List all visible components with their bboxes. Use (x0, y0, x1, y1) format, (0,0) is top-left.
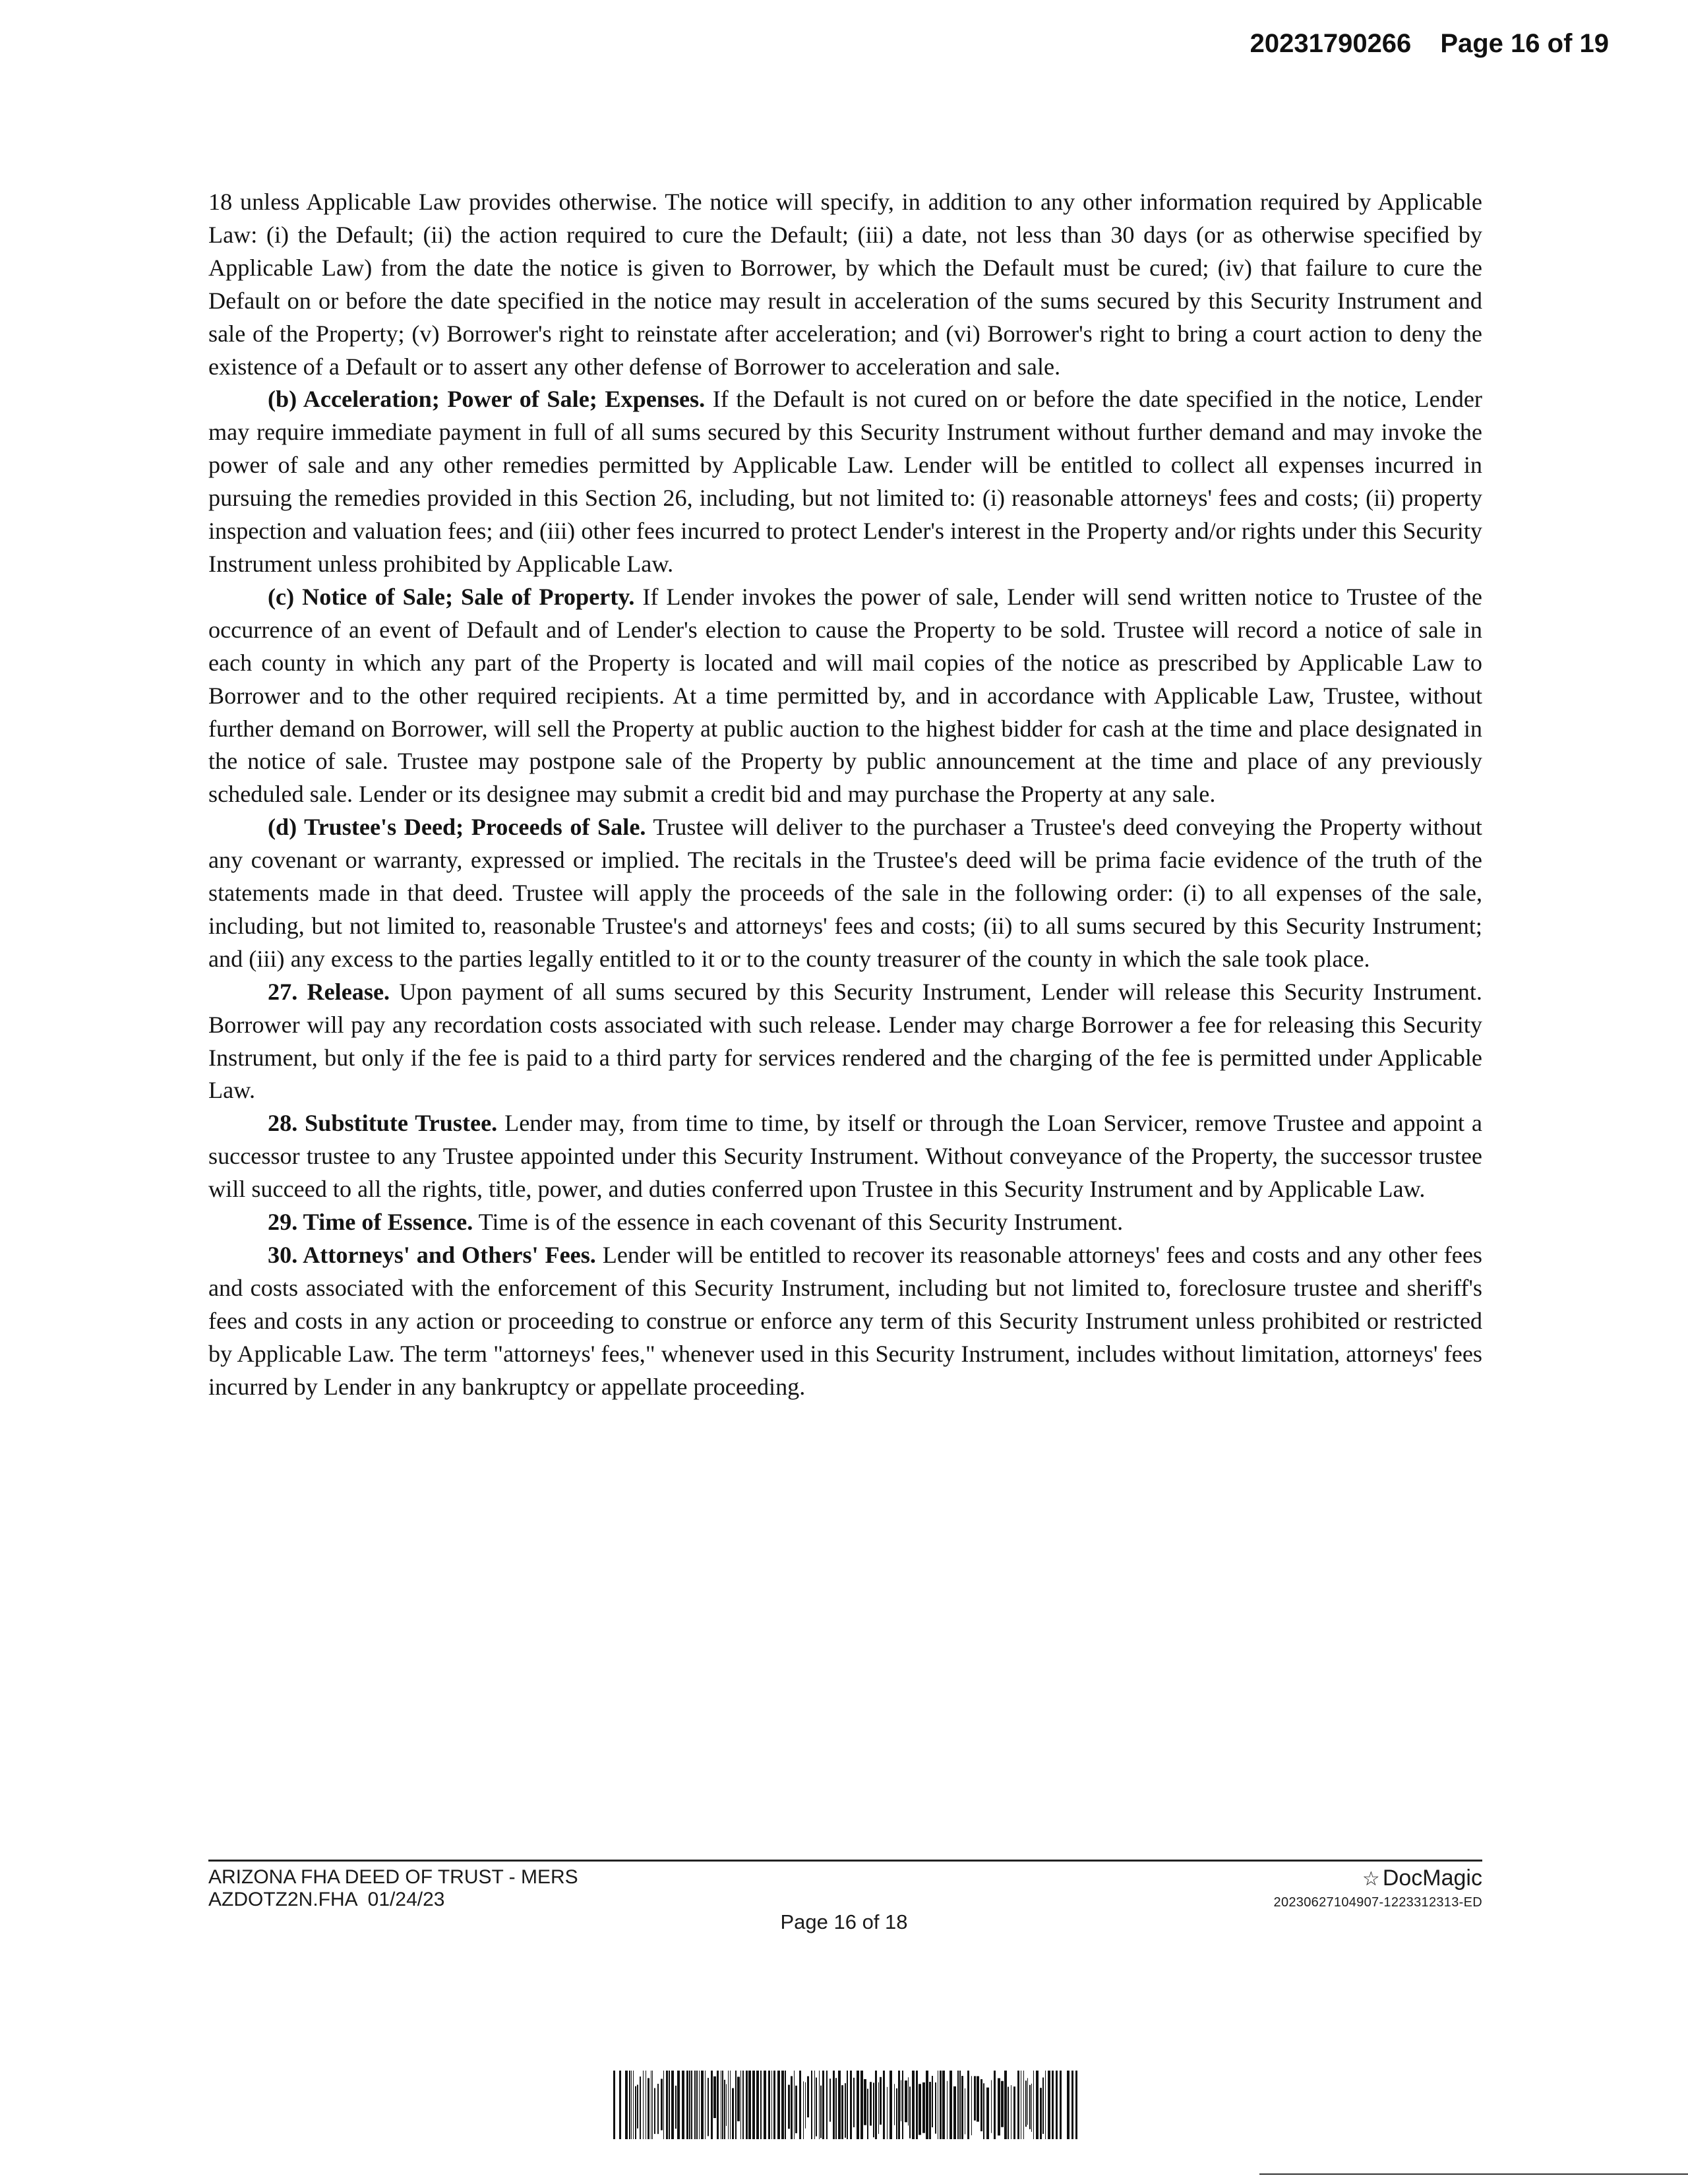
paragraph-heading: 27. Release. (268, 978, 390, 1005)
paragraph-heading: 29. Time of Essence. (268, 1209, 473, 1236)
footer-divider (208, 1860, 1482, 1862)
paragraph-text: If the Default is not cured on or before the date specified in the notice, Lender may require immediate payment in full of all sums secured by this Security Instrument without further demand and may invoke the power of sale and any other remedies permitted by Applicable Law. Lender will be entitled to collect all expenses incurred in pursuing the remedies provided in this Section 26, including, but not limited to: (i) reasonable attorneys' fees and costs; (ii) property inspection and valuation fees; and (iii) other fees incurred to protect Lender's interest in the Property and/or rights under this Security Instrument unless prohibited by Applicable Law. (208, 386, 1482, 577)
paragraph-text: Time is of the essence in each covenant of this Security Instrument. (473, 1209, 1124, 1236)
paragraph-attorneys-fees (208, 1239, 1482, 1404)
document-id: 20230627104907-1223312313-ED (1273, 1895, 1482, 1910)
recording-page-label: Page 16 of 19 (1440, 29, 1609, 58)
footer-page-number: Page 16 of 18 (780, 1910, 908, 1933)
footer-brand-block (1274, 1865, 1482, 1911)
paragraph-text: Lender will be entitled to recover its reasonable attorneys' fees and costs and any other fees and costs associated with the enforcement of this Security Instrument, including but not limited to, foreclosure trustee and sheriff's fees and costs in any action or proceeding to construe or enforce any term of this Security Instrument unless prohibited or restricted by Applicable Law. The term "attorneys' fees," whenever used in this Security Instrument, includes without limitation, attorneys' fees incurred by Lender in any bankruptcy or appellate proceeding. (208, 1242, 1482, 1400)
paragraph-heading: 28. Substitute Trustee. (268, 1110, 498, 1137)
footer-form-info (208, 1866, 578, 1911)
form-code: AZDOTZ2N.FHA 01/24/23 (208, 1889, 445, 1910)
bottom-edge-line (1259, 2173, 1688, 2175)
paragraph-text: Lender may, from time to time, by itself or through the Loan Servicer, remove Trustee and appoint a successor trustee to any Trustee appointed under this Security Instrument. Without conveyance of the Property, the successor trustee will succeed to all the rights, title, power, and duties conferred upon Trustee in this Security Instrument and by Applicable Law. (208, 1110, 1482, 1203)
paragraph-trustees-deed (208, 811, 1482, 976)
paragraph-acceleration (208, 383, 1482, 580)
paragraph-text: If Lender invokes the power of sale, Lender will send written notice to Trustee of the occurrence of an event of Default and of Lender's election to cause the Property to be sold. Trustee will record a notice of sale in each county in which any part of the Property is located and will mail copies of the notice as prescribed by Applicable Law to Borrower and to the other required recipients. At a time permitted by, and in accordance with Applicable Law, Trustee, without further demand on Borrower, will sell the Property at public auction to the highest bidder for cash at the time and place designated in the notice of sale. Trustee may postpone sale of the Property by public announcement at the time and place of any previously scheduled sale. Lender or its designee may submit a credit bid and may purchase the Property at any sale. (208, 583, 1482, 808)
paragraph-text: Upon payment of all sums secured by this Security Instrument, Lender will release this Security Instrument. Borrower will pay any recordation costs associated with such release. Lender may charge Borrower a fee for releasing this Security Instrument, but only if the fee is paid to a third party for services rendered and the charging of the fee is permitted under Applicable Law. (208, 978, 1482, 1104)
paragraph-time-of-essence (208, 1206, 1482, 1239)
paragraph-text: 18 unless Applicable Law provides otherwise. The notice will specify, in addition to any other information required by Applicable Law: (i) the Default; (ii) the action required to cure the Default; (iii) a date, not less than 30 days (or as otherwise specified by Applicable Law) from the date the notice is given to Borrower, by which the Default must be cured; (iv) that failure to cure the Default on or before the date specified in the notice may result in acceleration of the sums secured by this Security Instrument and sale of the Property; (v) Borrower's right to reinstate after acceleration; and (vi) Borrower's right to bring a court action to deny the existence of a Default or to assert any other defense of Borrower to acceleration and sale. (208, 189, 1482, 380)
paragraph-substitute-trustee (208, 1107, 1482, 1206)
barcode-image (613, 2071, 1083, 2139)
paragraph-heading: 30. Attorneys' and Others' Fees. (268, 1242, 596, 1268)
paragraph-continuation (208, 186, 1482, 383)
star-outline-icon: ☆ (1362, 1868, 1380, 1890)
paragraph-heading: (b) Acceleration; Power of Sale; Expenses. (268, 386, 706, 413)
form-title: ARIZONA FHA DEED OF TRUST - MERS (208, 1866, 578, 1888)
brand-name: DocMagic (1382, 1866, 1482, 1891)
recording-header (1250, 29, 1609, 59)
docmagic-logo (1274, 1865, 1482, 1893)
paragraph-text: Trustee will deliver to the purchaser a Trustee's deed conveying the Property without any covenant or warranty, expressed or implied. The recitals in the Trustee's deed will be prima facie evidence of the truth of the statements made in that deed. Trustee will apply the proceeds of the sale in the following order: (i) to all expenses of the sale, including, but not limited to, reasonable Trustee's and attorneys' fees and costs; (ii) to all sums secured by this Security Instrument; and (iii) any excess to the parties legally entitled to it or to the county treasurer of the county in which the sale took place. (208, 814, 1482, 972)
paragraph-heading: (c) Notice of Sale; Sale of Property. (268, 583, 635, 610)
recording-number: 20231790266 (1250, 29, 1412, 58)
document-body (208, 186, 1482, 1404)
paragraph-release (208, 976, 1482, 1108)
paragraph-heading: (d) Trustee's Deed; Proceeds of Sale. (268, 814, 646, 841)
paragraph-notice-of-sale (208, 581, 1482, 811)
